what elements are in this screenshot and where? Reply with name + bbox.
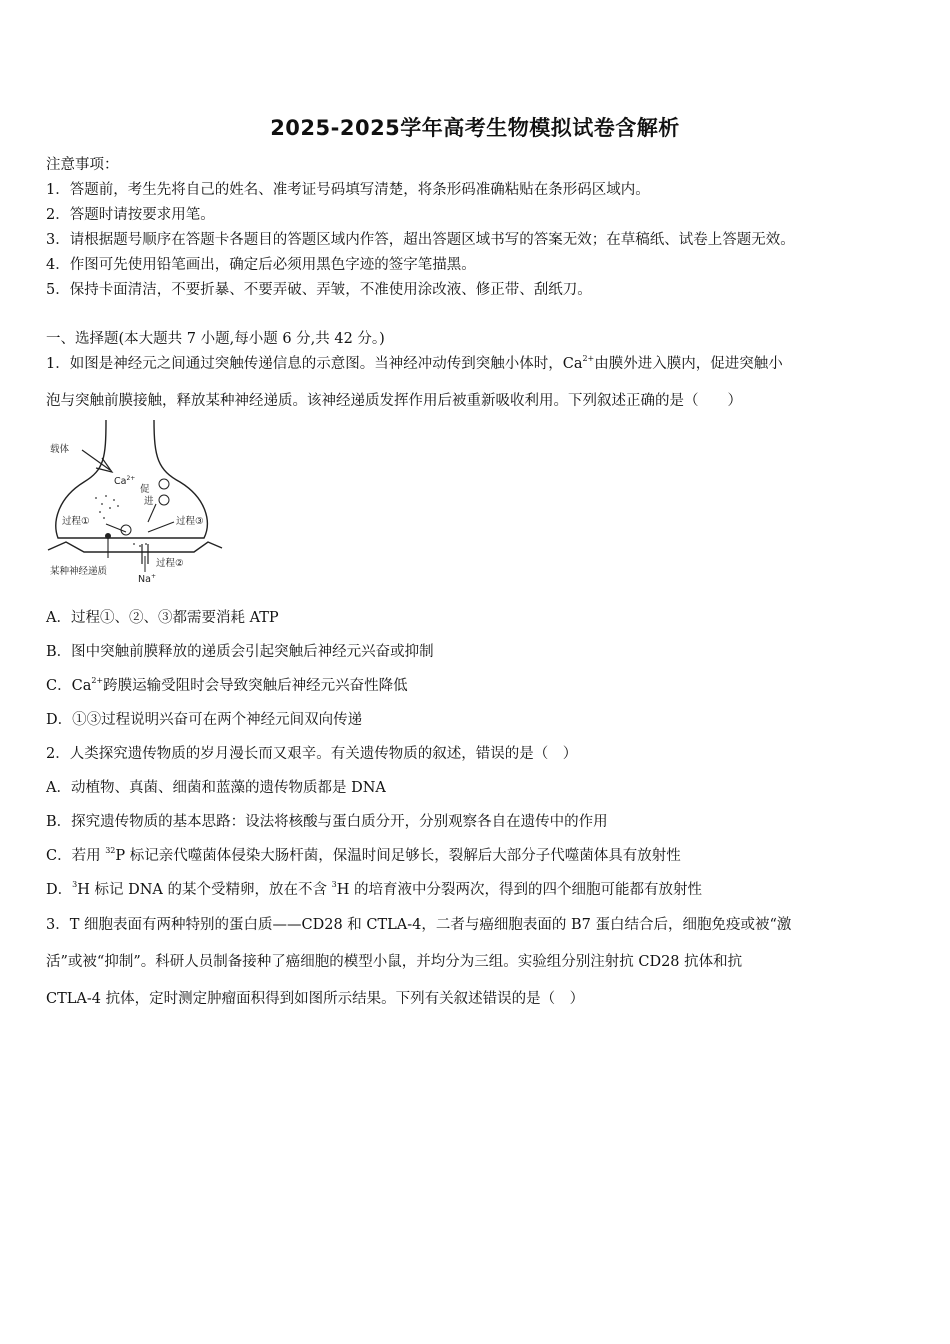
- q2-c-text-b: P 标记亲代噬菌体侵染大肠杆菌，保温时间足够长，裂解后大部分子代噬菌体具有放射性: [115, 848, 681, 864]
- label-na-sup: +: [150, 573, 156, 580]
- q2-c-text-a: C．若用: [46, 848, 106, 864]
- label-process1: 过程①: [62, 516, 90, 527]
- notice-item: 3．请根据题号顺序在答题卡各题目的答题区域内作答，超出答题区域书写的答案无效；在草稿纸、试卷上答题无效。: [46, 232, 795, 248]
- q2-option-c: [46, 844, 681, 865]
- synapse-svg: [44, 418, 224, 590]
- question-2-stem: 2．人类探究遗传物质的岁月漫长而又艰辛。有关遗传物质的叙述，错误的是（ ）: [46, 746, 578, 762]
- synapse-diagram: [44, 418, 224, 590]
- notice-item: 2．答题时请按要求用笔。: [46, 207, 215, 223]
- process3-arrow: [148, 522, 174, 532]
- page-title: 2025-2025学年高考生物模拟试卷含解析: [270, 116, 680, 140]
- notice-heading: 注意事项：: [46, 157, 119, 173]
- question-1-stem: [46, 352, 783, 373]
- label-ca-sup: 2+: [126, 475, 136, 482]
- q1-option-b: B．图中突触前膜释放的递质会引起突触后神经元兴奋或抑制: [46, 644, 434, 660]
- q1-option-d: D．①③过程说明兴奋可在两个神经元间双向传递: [46, 712, 363, 728]
- label-process2: 过程②: [156, 558, 184, 569]
- label-ca: [114, 475, 135, 487]
- neurotransmitter-dots: [95, 495, 147, 547]
- q1-sup: 2+: [582, 354, 595, 363]
- question-3-stem-line2: 活”或被“抑制”。科研人员制备接种了癌细胞的模型小鼠，并均分为三组。实验组分别注射抗 CD28 抗体和抗: [46, 954, 743, 970]
- postsynaptic-membrane: [48, 542, 222, 552]
- notice-item: 5．保持卡面清洁，不要折暴、不要弄破、弄皱，不准使用涂改液、修正带、刮纸刀。: [46, 282, 592, 298]
- notice-item: 1．答题前，考生先将自己的姓名、准考证号码填写清楚，将条形码准确粘贴在条形码区域内。: [46, 182, 650, 198]
- question-3-stem-line1: 3．T 细胞表面有两种特别的蛋白质——CD28 和 CTLA-4，二者与癌细胞表面的 B7 蛋白结合后，细胞免疫或被“激: [46, 917, 792, 933]
- q1-option-c: [46, 674, 408, 695]
- q2-option-a: A．动植物、真菌、细菌和蓝藻的遗传物质都是 DNA: [46, 780, 386, 796]
- label-ca-text: Ca: [114, 476, 127, 487]
- q2-c-sup: 32: [105, 846, 116, 855]
- vesicle: [121, 525, 131, 535]
- vesicle: [159, 495, 169, 505]
- label-promote: 促: [140, 484, 150, 495]
- label-na: [138, 573, 156, 585]
- label-carrier: 载体: [50, 444, 70, 455]
- q2-d-sup-1: 3: [72, 880, 78, 889]
- q1-option-a: A．过程①、②、③都需要消耗 ATP: [46, 610, 279, 626]
- q1-text-a: 1．如图是神经元之间通过突触传递信息的示意图。当神经冲动传到突触小体时，Ca: [46, 356, 583, 372]
- question-3-stem-line3: CTLA-4 抗体，定时测定肿瘤面积得到如图所示结果。下列有关叙述错误的是（ ）: [46, 991, 585, 1007]
- q1-c-sup: 2+: [91, 676, 104, 685]
- q2-option-b: B．探究遗传物质的基本思路：设法将核酸与蛋白质分开，分别观察各自在遗传中的作用: [46, 814, 608, 830]
- label-transmitter: 某种神经递质: [50, 566, 108, 577]
- vesicle: [159, 479, 169, 489]
- question-1-stem-line2: 泡与突触前膜接触，释放某种神经递质。该神经递质发挥作用后被重新吸收利用。下列叙述正确的是（ ）: [46, 393, 742, 409]
- q2-d-sup-2: 3: [331, 880, 337, 889]
- label-na-text: Na: [138, 574, 151, 585]
- q1-text-b: 由膜外进入膜内，促进突触小: [594, 356, 783, 372]
- q2-d-text-b: H 标记 DNA 的某个受精卵，放在不含: [77, 882, 332, 898]
- notice-item: 4．作图可先使用铅笔画出，确定后必须用黑色字迹的签字笔描黑。: [46, 257, 476, 273]
- q1-c-text-a: C．Ca: [46, 678, 92, 694]
- q1-c-text-b: 跨膜运输受阻时会导致突触后神经元兴奋性降低: [103, 678, 408, 694]
- label-process3: 过程③: [176, 516, 204, 527]
- label-promote-2: 进: [144, 496, 154, 507]
- q2-option-d: [46, 878, 702, 899]
- q2-d-text-c: H 的培育液中分裂两次，得到的四个细胞可能都有放射性: [336, 882, 702, 898]
- process1-arrow: [106, 524, 126, 532]
- section-heading: 一、选择题(本大题共 7 小题,每小题 6 分,共 42 分。): [46, 331, 385, 347]
- carrier-arrow: [82, 450, 110, 470]
- q2-d-text-a: D．: [46, 882, 73, 898]
